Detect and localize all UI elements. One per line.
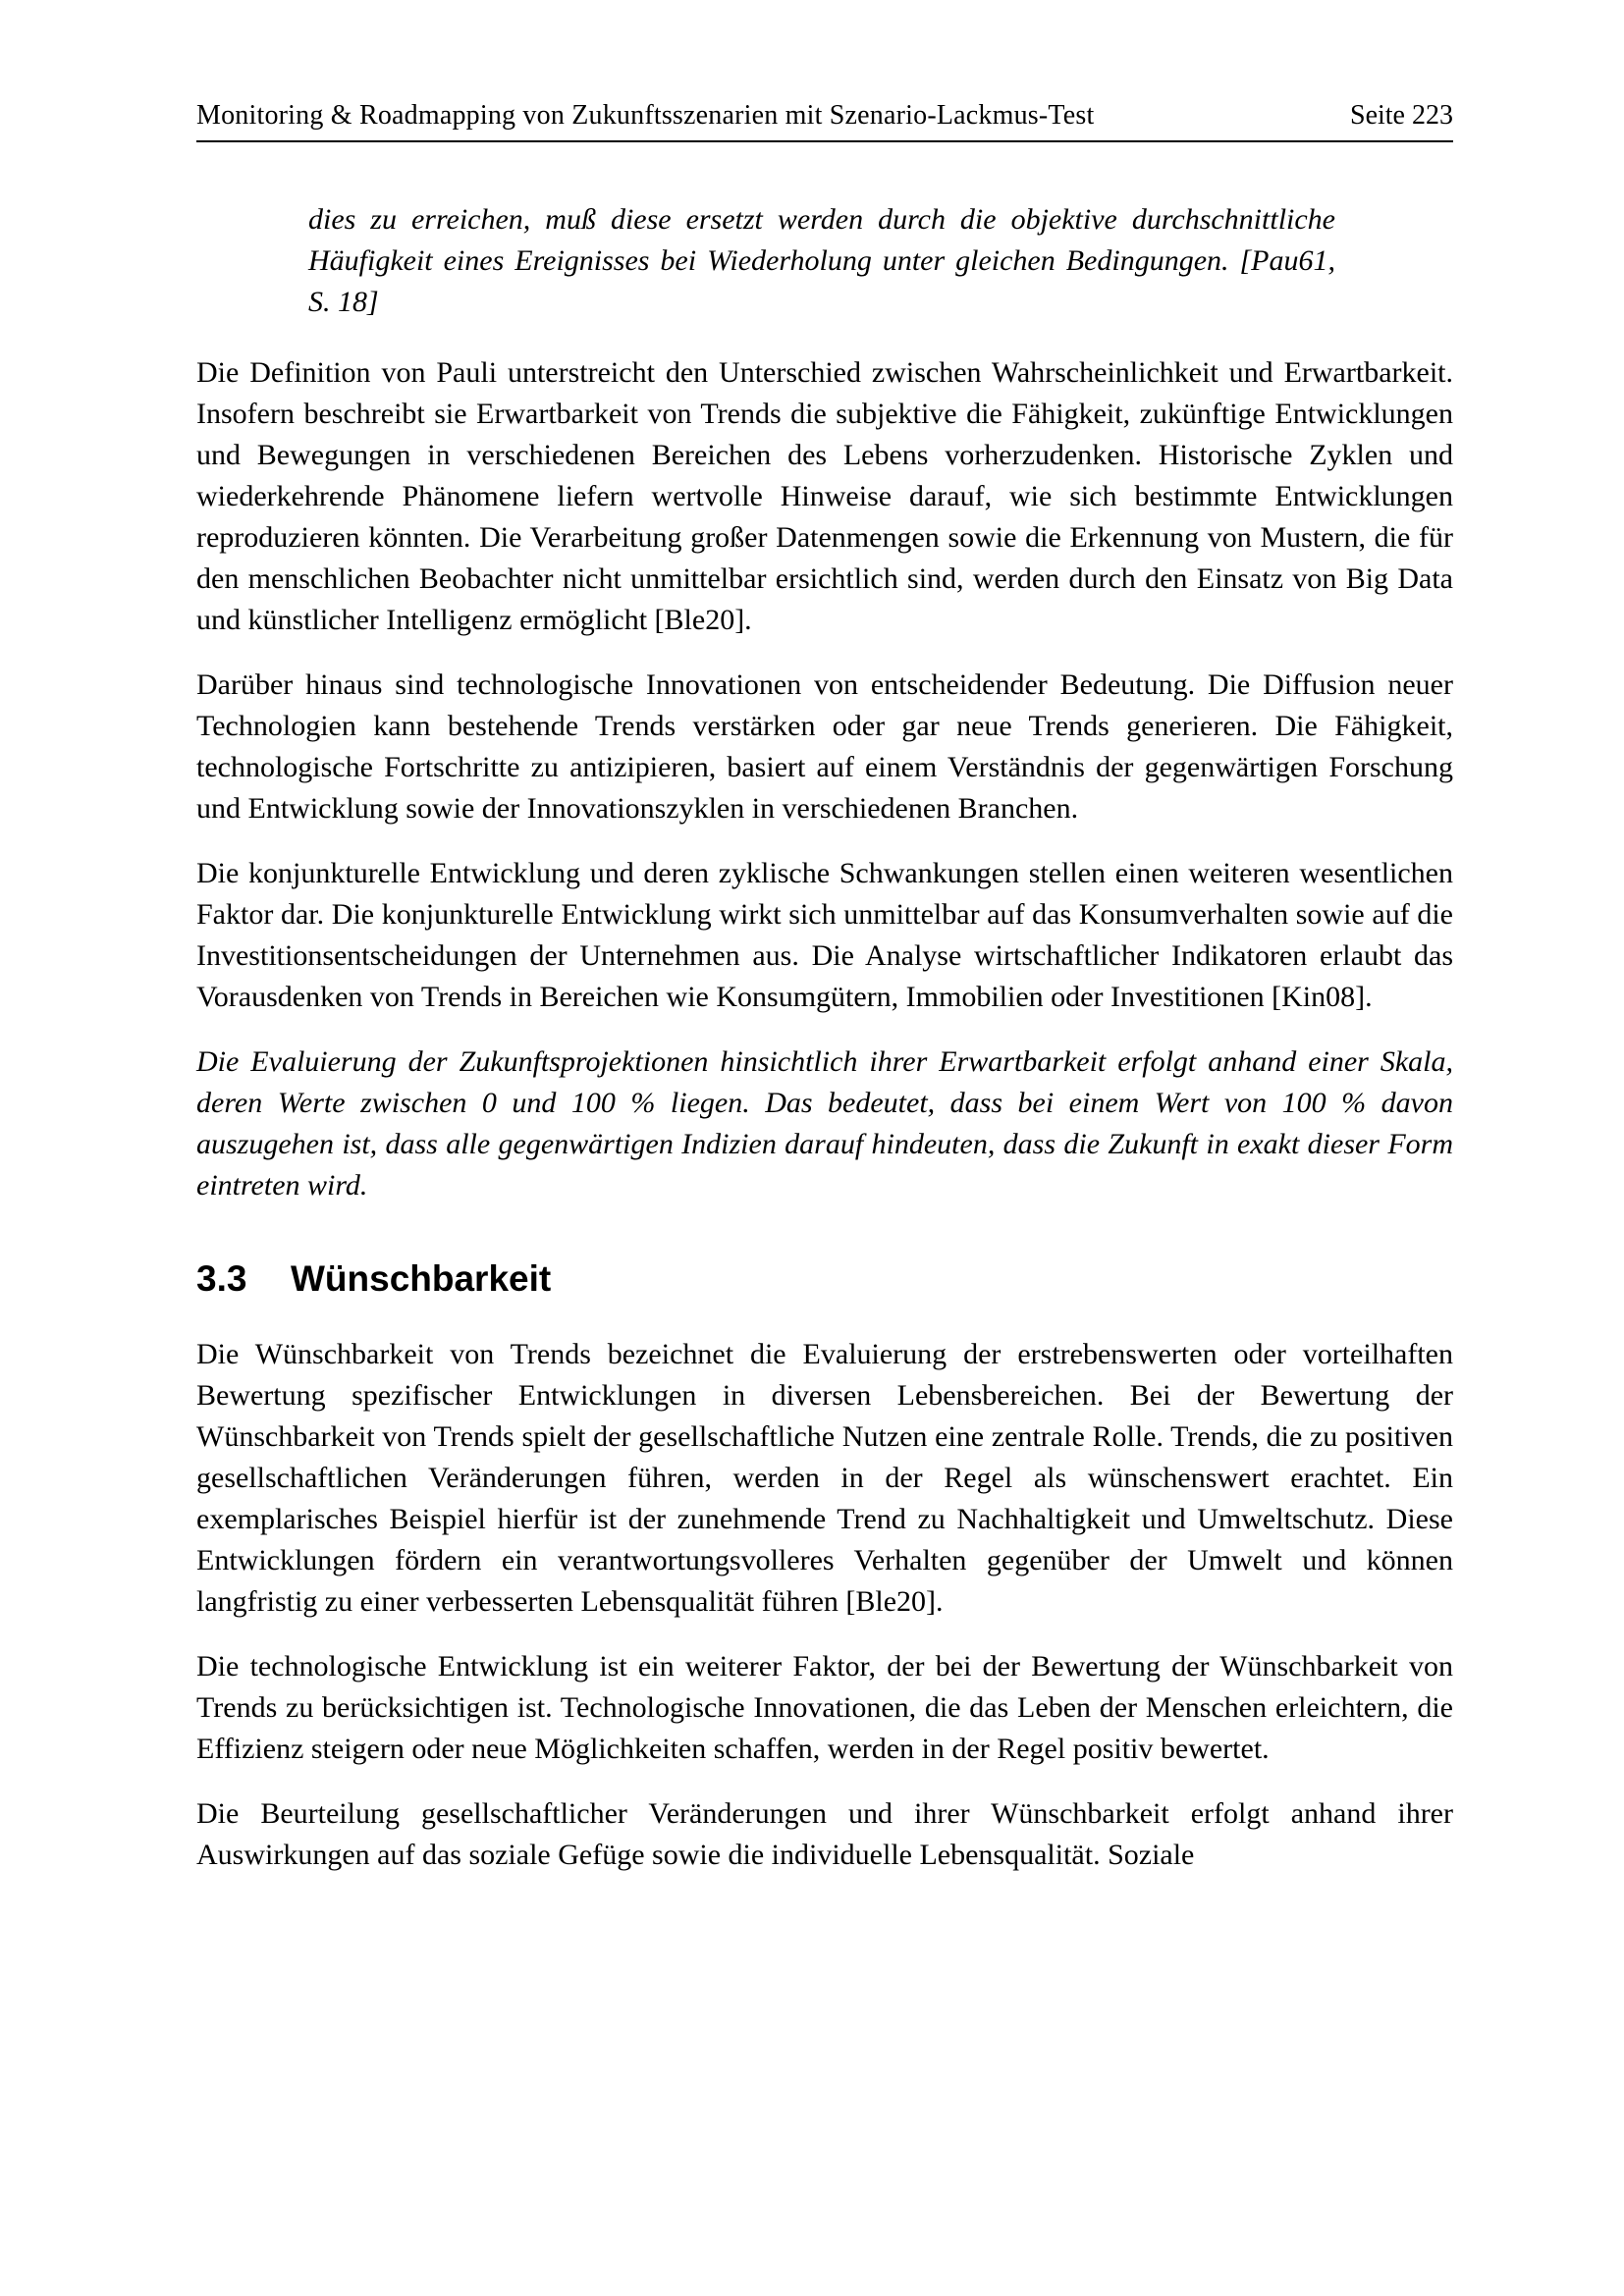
section-heading <box>196 1257 1453 1301</box>
block-quote-pauli: dies zu erreichen, muß diese ersetzt werden durch die objektive durchschnittliche Häufigkeit eines Ereignisses bei Wiederholung unter gleichen Bedingungen. [Pau61, S. 18] <box>308 203 1335 318</box>
running-head-title: Monitoring & Roadmapping von Zukunftsszenarien mit Szenario-Lackmus-Test <box>196 100 1095 131</box>
page-content <box>196 199 1453 1876</box>
paragraph-technologische-innovationen: Darüber hinaus sind technologische Innovationen von entscheidender Bedeutung. Die Diffusion neuer Technologien kann bestehende Trends verstärken oder gar neue Trends generieren. Die Fähigkeit, technologische Fortschritte zu antizipieren, basiert auf einem Verständnis der gegenwärtigen Forschung und Entwicklung sowie der Innovationszyklen in verschiedenen Branchen. <box>196 668 1453 825</box>
paragraph-wuenschbarkeit-definition: Die Wünschbarkeit von Trends bezeichnet die Evaluierung der erstrebenswerten oder vorteilhaften Bewertung spezifischer Entwicklungen in diversen Lebensbereichen. Bei der Bewertung der Wünschbarkeit von Trends spielt der gesellschaftliche Nutzen eine zentrale Rolle. Trends, die zu positiven gesellschaftlichen Veränderungen führen, werden in der Regel als wünschenswert erachtet. Ein exemplarisches Beispiel hierfür ist der zunehmende Trend zu Nachhaltigkeit und Umweltschutz. Diese Entwicklungen fördern ein verantwortungsvolleres Verhalten gegenüber der Umwelt und können langfristig zu einer verbesserten Lebensqualität führen [Ble20]. <box>196 1338 1453 1619</box>
section-number: 3.3 <box>196 1258 247 1299</box>
paragraph-evaluierung-skala: Die Evaluierung der Zukunftsprojektionen hinsichtlich ihrer Erwartbarkeit erfolgt anhand einer Skala, deren Werte zwischen 0 und 100 % liegen. Das bedeutet, dass bei einem Wert von 100 % davon auszugehen ist, dass alle gegenwärtigen Indizien darauf hindeuten, dass die Zukunft in exakt dieser Form eintreten wird. <box>196 1045 1453 1201</box>
section-title: Wünschbarkeit <box>291 1258 552 1299</box>
page-header <box>196 98 1453 142</box>
paragraph-definition-pauli: Die Definition von Pauli unterstreicht den Unterschied zwischen Wahrscheinlichkeit und Erwartbarkeit. Insofern beschreibt sie Erwartbarkeit von Trends die subjektive die Fähigkeit, zukünftige Entwicklungen und Bewegungen in verschiedenen Bereichen des Lebens vorherzudenken. Historische Zyklen und wiederkehrende Phänomene liefern wertvolle Hinweise darauf, wie sich bestimmte Entwicklungen reproduzieren könnten. Die Verarbeitung großer Datenmengen sowie die Erkennung von Mustern, die für den menschlichen Beobachter nicht unmittelbar ersichtlich sind, werden durch den Einsatz von Big Data und künstlicher Intelligenz ermöglicht [Ble20]. <box>196 356 1453 636</box>
paragraph-konjunkturelle-entwicklung: Die konjunkturelle Entwicklung und deren zyklische Schwankungen stellen einen weiteren wesentlichen Faktor dar. Die konjunkturelle Entwicklung wirkt sich unmittelbar auf das Konsumverhalten sowie auf die Investitionsentscheidungen der Unternehmen aus. Die Analyse wirtschaftlicher Indikatoren erlaubt das Vorausdenken von Trends in Bereichen wie Konsumgütern, Immobilien oder Investitionen [Kin08]. <box>196 857 1453 1013</box>
paragraph-technologische-entwicklung: Die technologische Entwicklung ist ein weiterer Faktor, der bei der Bewertung der Wünschbarkeit von Trends zu berücksichtigen ist. Technologische Innovationen, die das Leben der Menschen erleichtern, die Effizienz steigern oder neue Möglichkeiten schaffen, werden in der Regel positiv bewertet. <box>196 1650 1453 1766</box>
paragraph-beurteilung-gesellschaft: Die Beurteilung gesellschaftlicher Veränderungen und ihrer Wünschbarkeit erfolgt anhand ihrer Auswirkungen auf das soziale Gefüge sowie die individuelle Lebensqualität. Soziale <box>196 1797 1453 1872</box>
page-number: Seite 223 <box>1350 100 1453 131</box>
